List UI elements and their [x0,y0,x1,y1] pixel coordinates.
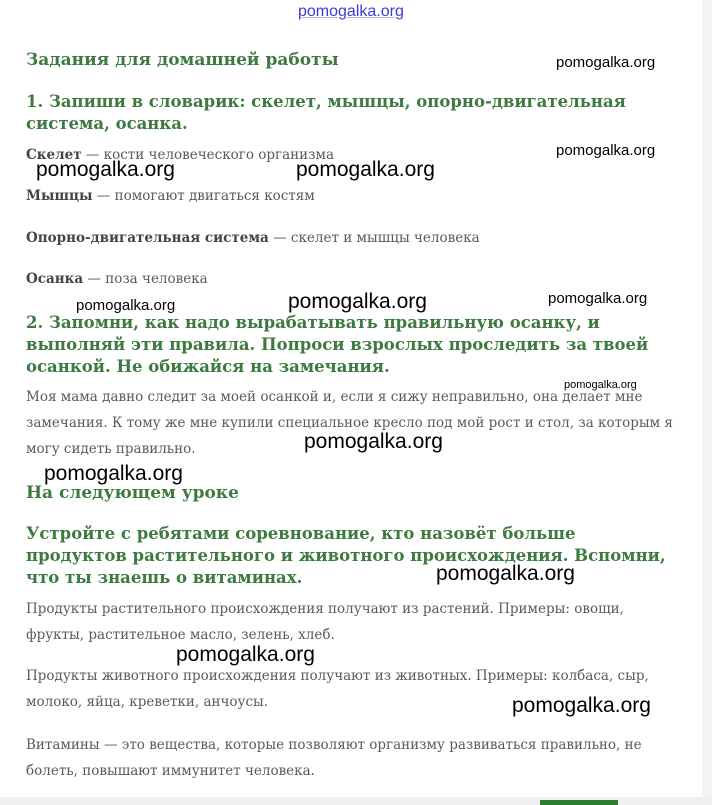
watermark: pomogalka.org [296,158,435,181]
watermark: pomogalka.org [556,54,656,71]
task-2-answer: Моя мама давно следит за моей осанкой и, если я сижу неправильно, она делает мне замечания. К тому же мне купили специальное кресло под мой рост и стол, за которым я могу сидеть правильно. [26,389,673,457]
watermark: pomogalka.org [564,379,637,391]
definition-term: Мышцы [26,188,93,204]
definition-posture [26,266,676,292]
heading-homework: Задания для домашней работы [26,50,339,70]
watermark: pomogalka.org [36,158,175,181]
watermark: pomogalka.org [304,430,443,453]
watermark: pomogalka.org [556,142,656,159]
definition-text: — поза человека [83,271,208,287]
task-1-title: 1. Запиши в словарик: скелет, мышцы, опорно-двигательная система, осанка. [26,92,626,133]
task-2-title: 2. Запомни, как надо вырабатывать правильную осанку, и выполняй эти правила. Попроси взрослых проследить за твоей осанкой. Не обижайся на замечания. [26,313,649,376]
definition-term: Осанка [26,271,84,287]
watermark: pomogalka.org [512,694,651,717]
green-tab[interactable] [540,800,618,805]
definition-text: — помогают двигаться костям [92,188,315,204]
definition-text: — кости человеческого организма [81,147,335,163]
heading-next-lesson: На следующем уроке [26,483,239,503]
watermark: pomogalka.org [288,290,427,313]
watermark: pomogalka.org [176,643,315,666]
definition-text: — скелет и мышцы человека [268,230,480,246]
answer-vitamins: Витамины — это вещества, которые позволяют организму развиваться правильно, не болеть, повышают иммунитет человека. [26,737,642,779]
scrollbar-track[interactable] [702,0,712,805]
definition-term: Опорно-двигательная система [26,230,269,246]
watermark: pomogalka.org [436,562,575,585]
definition-term: Скелет [26,147,82,163]
answer-plant-products: Продукты растительного происхождения получают из растений. Примеры: овощи, фрукты, растительное масло, зелень, хлеб. [26,601,624,643]
watermark: pomogalka.org [76,297,176,314]
task-3-title: Устройте с ребятами соревнование, кто назовёт больше продуктов растительного и животного происхождения. Вспомни, что ты знаешь о витаминах. [26,524,666,587]
site-link-watermark[interactable]: pomogalka.org [298,3,404,20]
definition-muscles [26,183,676,209]
watermark: pomogalka.org [548,290,648,307]
definition-musculoskeletal [26,225,676,251]
answer-animal-products: Продукты животного происхождения получают из животных. Примеры: колбаса, сыр, молоко, яйца, креветки, анчоусы. [26,668,649,710]
watermark: pomogalka.org [44,462,183,485]
